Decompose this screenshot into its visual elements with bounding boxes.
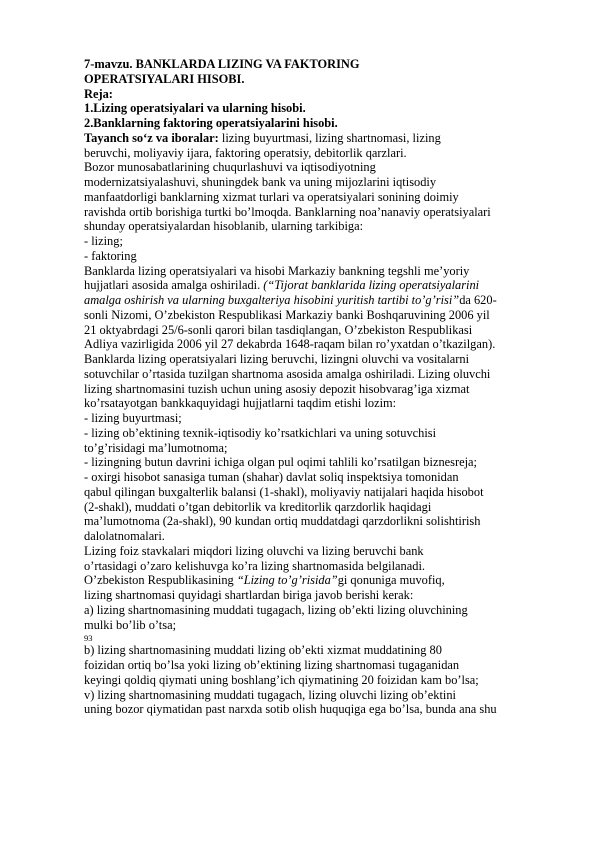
text-line: lizing shartnomasi quyidagi shartlardan biriga javob berishi kerak: bbox=[84, 588, 414, 602]
text-line: dalolatnomalari. bbox=[84, 529, 165, 543]
text-run: O’zbekiston Respublikasining bbox=[84, 573, 237, 588]
text-run: hujjatlari asosida amalga oshiriladi. bbox=[84, 278, 264, 293]
italic-citation: amalga oshirish va ularning buxgalteriya hisobini yuritish tartibi to’g’risi” bbox=[84, 293, 460, 307]
text-line: modernizatsiyalashuvi, shuningdek bank va uning mijozlarini iqtisodiy bbox=[84, 175, 437, 189]
paragraph-block-c bbox=[84, 588, 564, 632]
text-line: shunday operatsiyalardan hisoblanib, ularning tarkibiga: bbox=[84, 219, 364, 234]
text-line: - lizing ob’ektining texnik-iqtisodiy ko’rsatkichlari va uning sotuvchisi bbox=[84, 425, 437, 440]
paragraph-block-b bbox=[84, 308, 564, 574]
paragraph-block-a bbox=[84, 146, 564, 279]
text-line: (2-shakl), muddati o’tgan debitorlik va kreditorlik qarzdorlik haqidagi bbox=[84, 499, 432, 514]
page-number: 93 bbox=[84, 633, 93, 644]
text-line: keyingi qoldiq qiymati uning boshlang’ich qiymatining 20 foizidan kam bo’lsa; bbox=[84, 672, 479, 687]
text-line: a) lizing shartnomasining muddati tugagach, lizing ob’ekti lizing oluvchining bbox=[84, 602, 468, 617]
text-line: beruvchi, moliyaviy ijara, faktoring operatsiy, debitorlik qarzlari. bbox=[84, 145, 407, 160]
plan-item: 1.Lizing operatsiyalari va ularning hisobi. bbox=[84, 101, 306, 116]
text-line: foizidan ortiq bo’lsa yoki lizing ob’ektining lizing shartnomasi tugaganidan bbox=[84, 658, 460, 672]
text-line: - lizingning butun davrini ichiga olgan pul oqimi tahlili ko’rsatilgan biznesreja; bbox=[84, 455, 477, 470]
text-line: sonli Nizomi, O’zbekiston Respublikasi Markaziy banki Boshqaruvining 2006 yil bbox=[84, 307, 490, 322]
text-line-mixed bbox=[84, 293, 564, 308]
text-line: v) lizing shartnomasining muddati tugagach, lizing oluvchi lizing ob’ektini bbox=[84, 687, 456, 702]
text-line: qabul qilingan buxgalterlik balansi (1-shakl), moliyaviy natijalari haqida hisobot bbox=[84, 484, 484, 499]
text-line: ma’lumotnoma (2a-shakl), 90 kundan ortiq muddatdagi qarzdorlikni solishtirish bbox=[84, 514, 481, 529]
keywords-text: lizing buyurtmasi, lizing shartnomasi, lizing bbox=[218, 130, 441, 145]
text-line: Banklarda lizing operatsiyalari lizing beruvchi, lizingni oluvchi va vositalarni bbox=[84, 352, 470, 366]
plan-item: 2.Banklarning faktoring operatsiyalarini hisobi. bbox=[84, 116, 338, 130]
paragraph-block-d bbox=[84, 643, 564, 717]
text-line: manfaatdorligi banklarning xizmat turlari va operatsiyalari sonining doimiy bbox=[84, 189, 459, 204]
plan-heading: Reja: bbox=[84, 86, 113, 101]
title-line: OPERATSIYALARI HISOBI. bbox=[84, 71, 245, 86]
text-line: - oxirgi hisobot sanasiga tuman (shahar) davlat soliq inspektsiya tomonidan bbox=[84, 470, 459, 484]
italic-law-name: “Lizing to’g’risida” bbox=[236, 573, 338, 588]
text-line: mulki bo’lib o’tsa; bbox=[84, 617, 177, 632]
text-line: ravishda ortib borishiga turtki bo’lmoqda. Banklarning noa’nanaviy operatsiyalari bbox=[84, 204, 491, 219]
text-line: lizing shartnomasini tuzish uchun uning asosiy depozit hisobvarag’iga xizmat bbox=[84, 381, 470, 396]
keywords-label: Tayanch so‘z va iboralar: bbox=[84, 130, 219, 145]
text-line: to’g’risidagi ma’lumotnoma; bbox=[84, 440, 228, 455]
text-line: - lizing; bbox=[84, 234, 123, 248]
text-line: Adliya vazirligida 2006 yil 27 dekabrda 1648-raqam bilan ro’yxatdan o’tkazilgan). bbox=[84, 337, 496, 352]
text-line: uning bozor qiymatidan past narxda sotib olish huquqiga ega bo’lsa, bunda ana shu bbox=[84, 702, 497, 717]
text-line: Lizing foiz stavkalari miqdori lizing oluvchi va lizing beruvchi bank bbox=[84, 543, 424, 558]
text-line-mixed bbox=[84, 278, 564, 293]
text-line: - lizing buyurtmasi; bbox=[84, 411, 182, 425]
text-line: Bozor munosabatlarining chuqurlashuvi va iqtisodiyotning bbox=[84, 160, 376, 175]
keywords-line bbox=[84, 131, 564, 146]
text-run: da 620- bbox=[459, 293, 497, 307]
title-line: 7-mavzu. BANKLARDA LIZING VA FAKTORING bbox=[84, 57, 360, 71]
text-line: - faktoring bbox=[84, 248, 137, 263]
text-line: ko’rsatayotgan bankkaquyidagi hujjatlarni taqdim etishi lozim: bbox=[84, 396, 397, 411]
text-line: sotuvchilar o’rtasida tuzilgan shartnoma asosida amalga oshiriladi. Lizing oluvchi bbox=[84, 366, 491, 381]
text-line: Banklarda lizing operatsiyalari va hisobi Markaziy bankning tegshli me’yoriy bbox=[84, 263, 470, 278]
italic-citation: (“Tijorat banklarida lizing operatsiyalarini bbox=[263, 278, 480, 293]
text-line: o’rtasidagi o’zaro kelishuvga ko’ra lizing shartnomasida belgilanadi. bbox=[84, 558, 425, 573]
text-line: b) lizing shartnomasining muddati lizing ob’ekti xizmat muddatining 80 bbox=[84, 643, 442, 658]
text-line-mixed bbox=[84, 573, 564, 588]
text-line: 21 oktyabrdagi 25/6-sonli qarori bilan tasdiqlangan, O’zbekiston Respublikasi bbox=[84, 322, 473, 337]
document-body bbox=[84, 57, 564, 717]
text-run: gi qonuniga muvofiq, bbox=[337, 573, 445, 588]
